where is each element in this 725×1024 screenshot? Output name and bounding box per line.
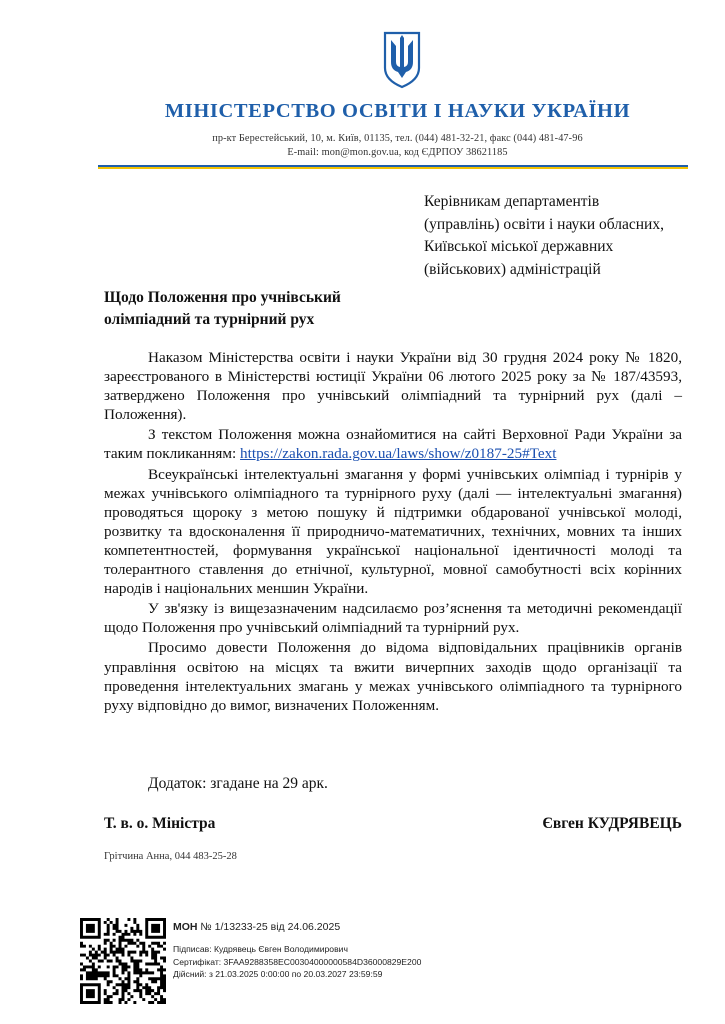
ministry-name: МІНІСТЕРСТВО ОСВІТИ І НАУКИ УКРАЇНИ [164, 100, 631, 122]
recipient-block [424, 191, 664, 281]
recipient-line: (військових) адміністрацій [424, 260, 601, 278]
ministry-contacts: E-mail: mon@mon.gov.ua, код ЄДРПОУ 38621185 [287, 147, 508, 158]
ministry-address: пр-кт Берестейський, 10, м. Київ, 01135, тел. (044) 481-32-21, факс (044) 481-47-96 [212, 133, 583, 144]
electronic-signature-stamp [173, 921, 421, 981]
body-paragraph-text: З текстом Положення можна ознайомитися на сайті Верховної Ради України за таким покликанням: [104, 426, 682, 463]
header-divider-yellow [98, 167, 688, 169]
recipient-line: (управлінь) освіти і науки обласних, [424, 215, 664, 233]
subject-line: Щодо Положення про учнівський [104, 289, 341, 306]
subject-line: олімпіадний та турнірний рух [104, 310, 315, 328]
appendix-note: Додаток: згадане на 29 арк. [148, 775, 328, 792]
letter-body [104, 348, 682, 716]
executor-contact: Грітчина Анна, 044 483-25-28 [104, 851, 237, 862]
qr-code-icon [80, 918, 166, 1004]
recipient-line: Київської міської державних [424, 238, 614, 255]
body-paragraph [104, 425, 682, 463]
body-paragraph: У зв'язку із вищезазначеним надсилаємо роз’яснення та методичні рекомендації щодо Положення про учнівський олімпіадний та турнірний рух. [104, 600, 682, 637]
certificate-id: Сертифікат: 3FAA9288358EC00304000000584D36000829E200 [173, 956, 422, 967]
trident-coat-of-arms-icon [382, 30, 422, 90]
signatory-name: Євген КУДРЯВЕЦЬ [542, 815, 682, 832]
body-paragraph: Просимо довести Положення до відома відповідальних працівників органів управління освітою на місцях та вжити вичерпних заходів щодо організації та проведення інтелектуальних змагань у межах учнівського олімпіадного та турнірного руху відповідно до вимог, визначених Положенням. [104, 639, 682, 714]
signatory-title: Т. в. о. Міністра [104, 815, 216, 832]
recipient-line: Керівникам департаментів [424, 193, 600, 210]
signed-by: Підписав: Кудрявець Євген Володимирович [173, 944, 348, 954]
body-paragraph: Всеукраїнські інтелектуальні змагання у формі учнівських олімпіад і турнірів у межах учнівського олімпіадного та турнірного руху (далі — інтелектуальні змагання) проводяться щороку з метою пошуку й підтримки обдарованої учнівської молоді, розвитку та вдосконалення її природничо-математичних, технічних, мовних та інших компетентностей, формування української національної ідентичності молоді та толерантного ставлення до етнічної, культурної, мовної самобутності всіх корінних народів і національних меншин України. [104, 465, 682, 598]
certificate-validity: Дійсний: з 21.03.2025 0:00:00 по 20.03.2027 23:59:59 [173, 969, 383, 980]
registration-prefix: МОН [173, 921, 198, 933]
registration-number [173, 921, 421, 933]
law-link[interactable]: https://zakon.rada.gov.ua/laws/show/z0187-25#Text [240, 445, 557, 463]
letter-subject [104, 287, 341, 330]
body-paragraph: Наказом Міністерства освіти і науки України від 30 грудня 2024 року № 1820, зареєстрованого в Міністерстві юстиції України 06 лютого 2025 року за № 187/43593, затверджено Положення про учнівський олімпіадний та турнірний рух (далі – Положення). [104, 349, 682, 424]
registration-number-value: № 1/13233-25 від 24.06.2025 [200, 921, 341, 933]
